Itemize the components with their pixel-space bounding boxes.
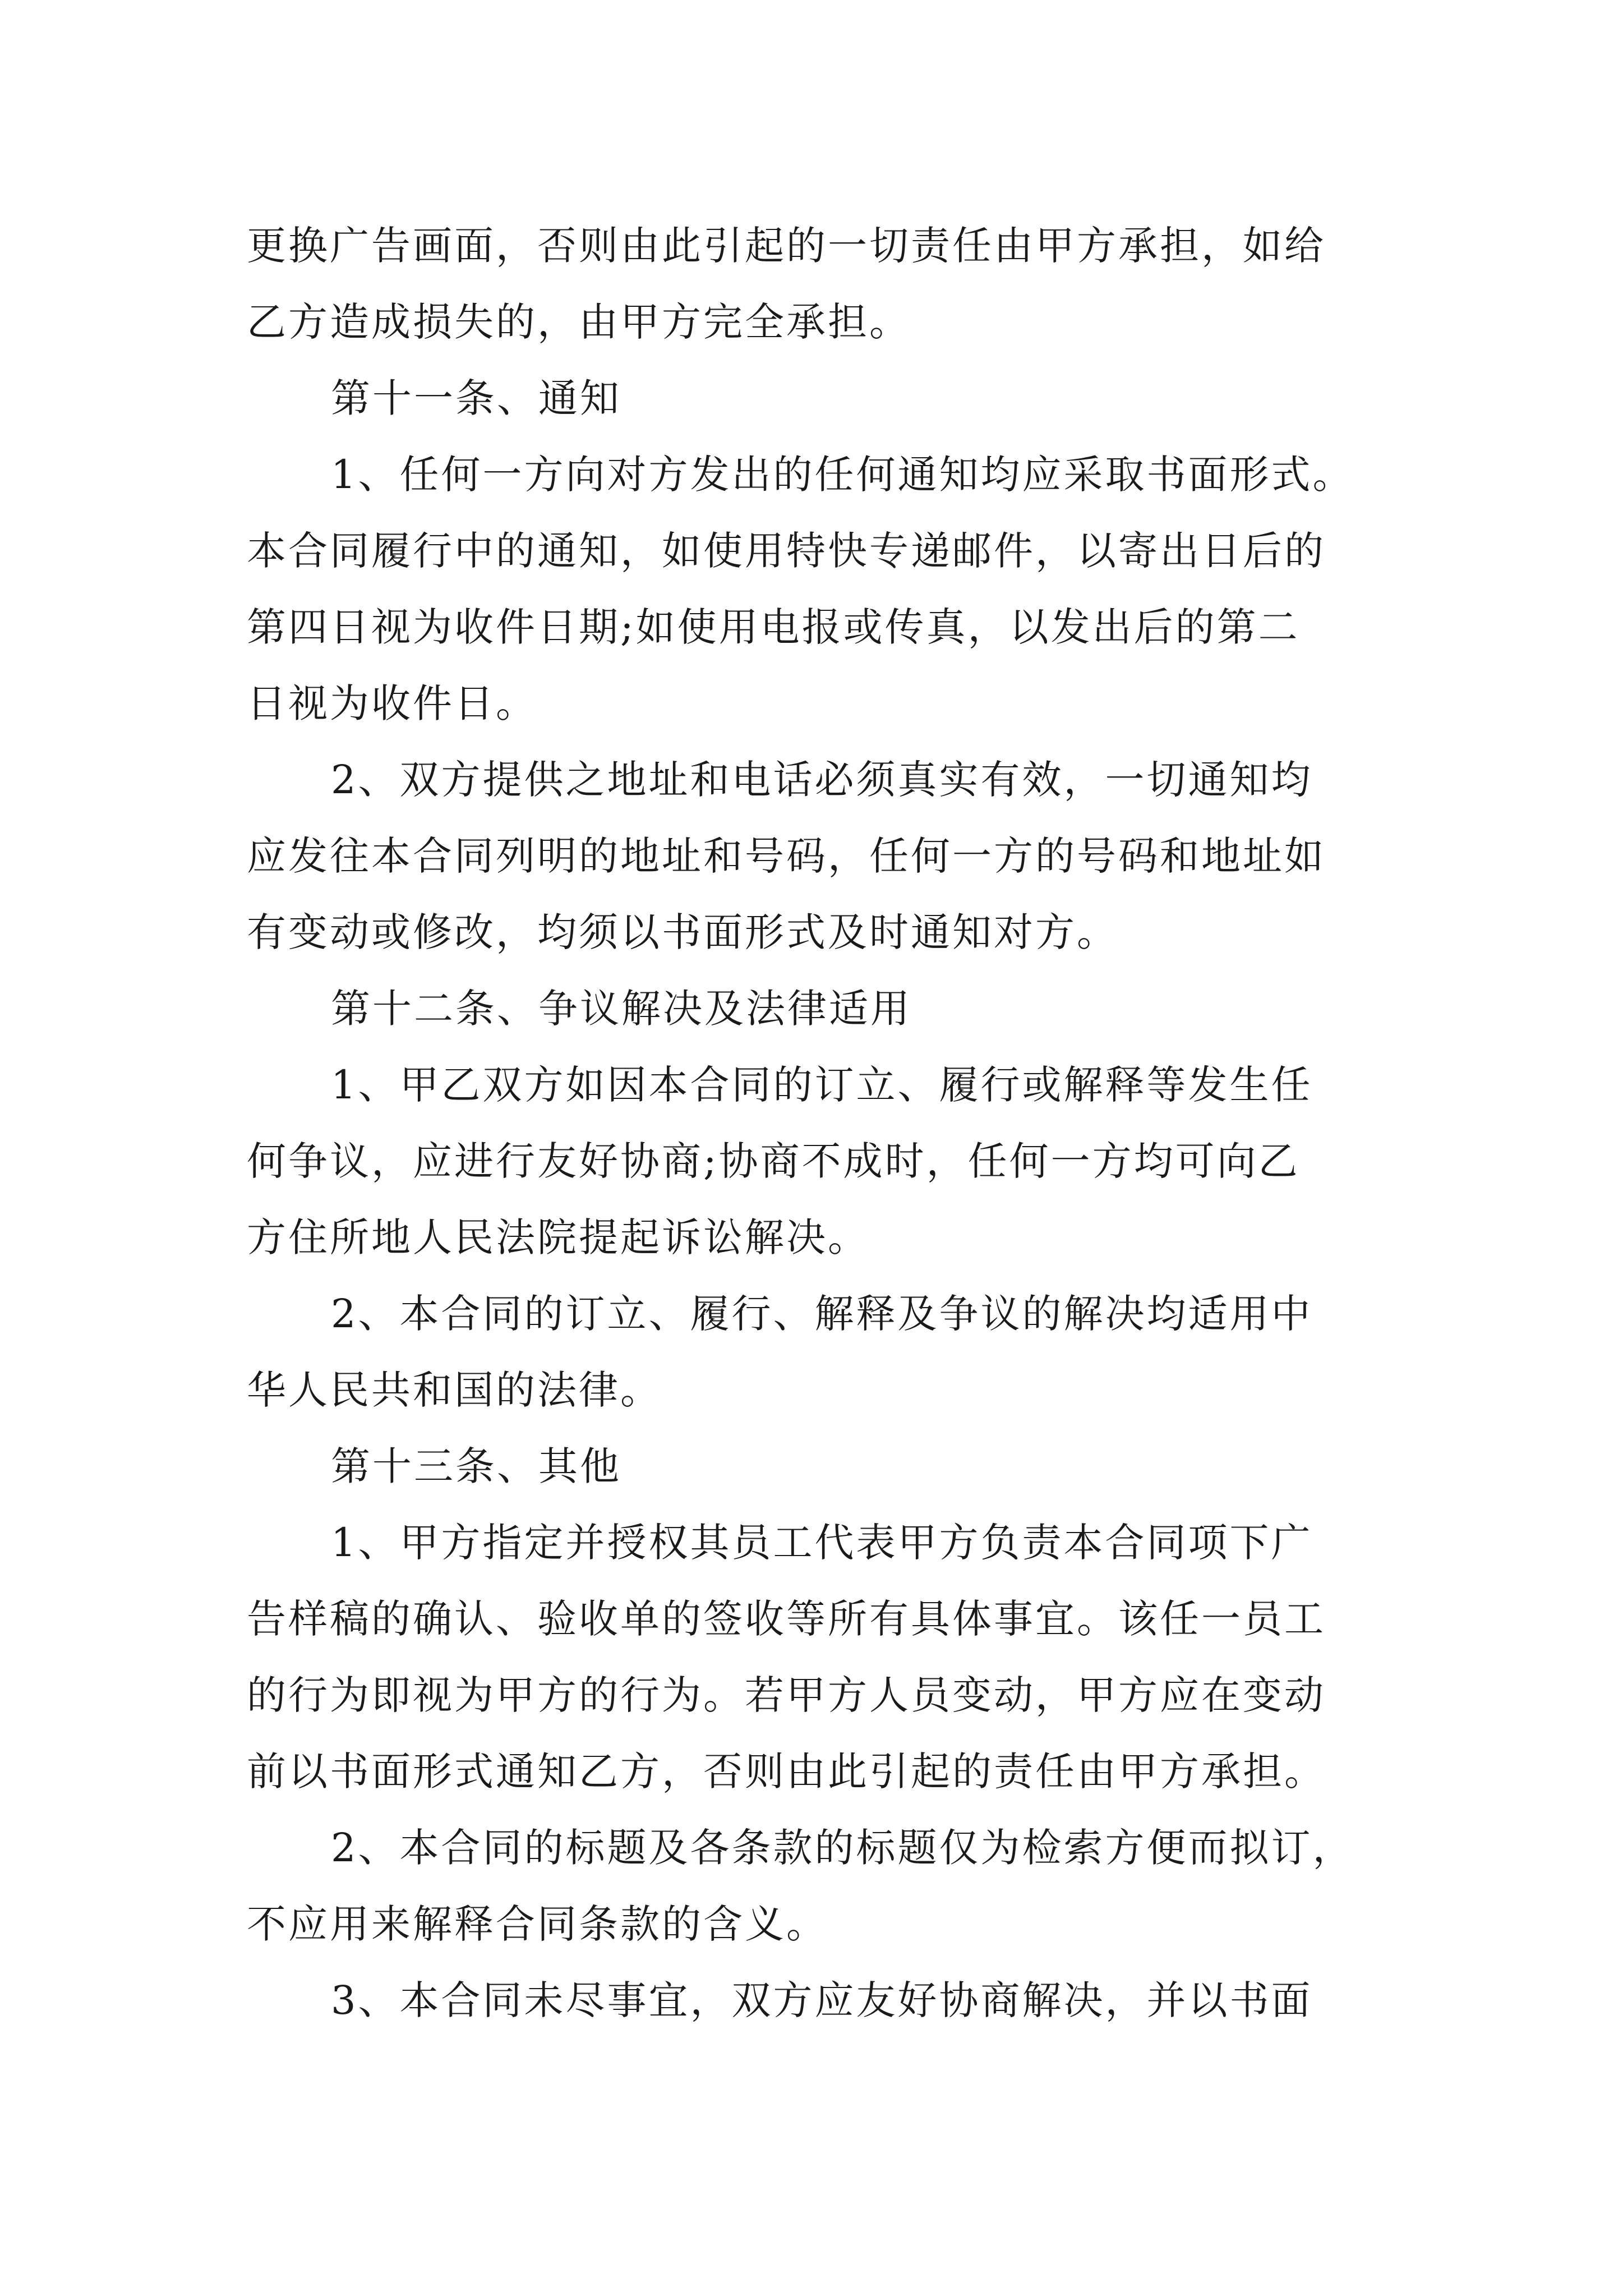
text-line: 何争议，应进行友好协商;协商不成时，任何一方均可向乙 bbox=[247, 1138, 1300, 1184]
text-line: 2、双方提供之地址和电话必须真实有效，一切通知均 bbox=[331, 757, 1313, 803]
section-heading: 第十三条、其他 bbox=[331, 1443, 621, 1489]
text-line: 第四日视为收件日期;如使用电报或传真，以发出后的第二 bbox=[247, 604, 1300, 650]
text-line: 日视为收件日。 bbox=[247, 680, 537, 726]
section-heading: 第十二条、争议解决及法律适用 bbox=[331, 986, 912, 1032]
text-line: 应发往本合同列明的地址和号码，任何一方的号码和地址如 bbox=[247, 833, 1326, 879]
section-heading: 第十一条、通知 bbox=[331, 375, 621, 421]
text-line: 有变动或修改，均须以书面形式及时通知对方。 bbox=[247, 909, 1118, 955]
text-line: 3、本合同未尽事宜，双方应友好协商解决，并以书面 bbox=[331, 1977, 1313, 2023]
text-line: 前以书面形式通知乙方，否则由此引起的责任由甲方承担。 bbox=[247, 1749, 1326, 1795]
text-line: 1、甲方指定并授权其员工代表甲方负责本合同项下广 bbox=[331, 1520, 1313, 1566]
text-line: 乙方造成损失的，由甲方完全承担。 bbox=[247, 299, 911, 345]
text-line: 的行为即视为甲方的行为。若甲方人员变动，甲方应在变动 bbox=[247, 1672, 1326, 1718]
text-line: 方住所地人民法院提起诉讼解决。 bbox=[247, 1214, 869, 1260]
text-line: 华人民共和国的法律。 bbox=[247, 1367, 662, 1413]
text-line: 告样稿的确认、验收单的签收等所有具体事宜。该任一员工 bbox=[247, 1596, 1326, 1642]
text-line: 1、任何一方向对方发出的任何通知均应采取书面形式。 bbox=[331, 452, 1354, 498]
text-line: 更换广告画面，否则由此引起的一切责任由甲方承担，如给 bbox=[247, 223, 1326, 269]
text-line: 本合同履行中的通知，如使用特快专递邮件，以寄出日后的 bbox=[247, 528, 1326, 574]
text-line: 2、本合同的标题及各条款的标题仅为检索方便而拟订， bbox=[331, 1825, 1354, 1871]
text-line: 1、甲乙双方如因本合同的订立、履行或解释等发生任 bbox=[331, 1062, 1313, 1108]
text-line: 2、本合同的订立、履行、解释及争议的解决均适用中 bbox=[331, 1291, 1313, 1337]
text-line: 不应用来解释合同条款的含义。 bbox=[247, 1901, 828, 1947]
